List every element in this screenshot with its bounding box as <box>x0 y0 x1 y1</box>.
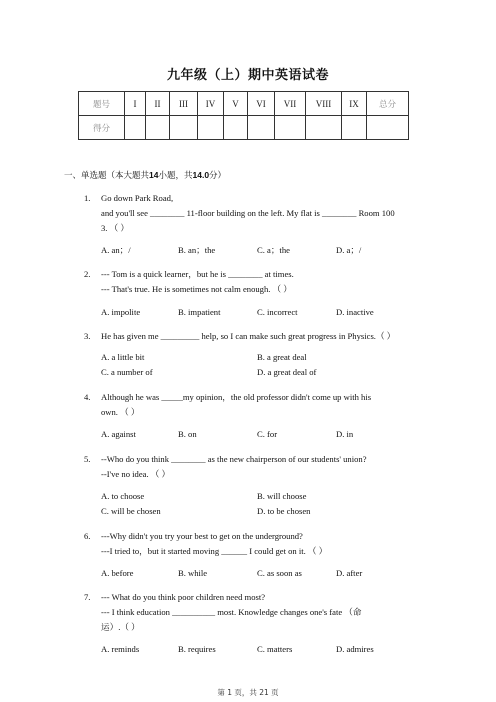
option-d[interactable]: D. inactive <box>336 307 374 317</box>
question-text: --- What do you think poor children need most? <box>101 592 266 602</box>
question-text: 3. （ ） <box>101 223 129 233</box>
score-cell <box>248 116 275 140</box>
score-cell <box>224 116 248 140</box>
option-c[interactable]: C. as soon as <box>257 568 302 578</box>
score-row-label: 得分 <box>79 116 125 140</box>
section-heading: 一、单选题（本大题共14小题，共14.0分） <box>64 170 227 181</box>
option-c[interactable]: C. will be chosen <box>101 506 161 516</box>
header-cell-3: III <box>170 92 198 116</box>
score-cell <box>275 116 306 140</box>
score-cell <box>125 116 146 140</box>
option-c[interactable]: C. for <box>257 429 278 439</box>
score-cell <box>198 116 224 140</box>
option-c[interactable]: C. a number of <box>101 367 153 377</box>
option-c[interactable]: C. matters <box>257 644 293 654</box>
section-points: 14.0 <box>192 170 210 180</box>
option-a[interactable]: A. reminds <box>101 644 140 654</box>
score-table-header-row <box>79 92 409 116</box>
option-b[interactable]: B. a great deal <box>257 352 307 362</box>
question-text: and you'll see ________ 11-floor building on the left. My flat is ________ Room 100 <box>101 208 395 218</box>
option-a[interactable]: A. against <box>101 429 136 439</box>
section-count: 14 <box>149 170 159 180</box>
header-cell-6: VI <box>248 92 275 116</box>
option-b[interactable]: B. while <box>178 568 208 578</box>
question-number: 4. <box>84 392 91 402</box>
question-text: --Who do you think ________ as the new chairperson of our students' union? <box>101 454 367 464</box>
question-text: 运）.（ ） <box>101 622 140 632</box>
option-d[interactable]: D. in <box>336 429 354 439</box>
option-d[interactable]: D. to be chosen <box>257 506 311 516</box>
header-cell-5: V <box>224 92 248 116</box>
score-cell <box>170 116 198 140</box>
question-text: --I've no idea. （ ） <box>101 469 171 479</box>
question-text: --- That's true. He is sometimes not calm enough. （ ） <box>101 284 292 294</box>
option-b[interactable]: B. on <box>178 429 197 439</box>
option-d[interactable]: D. after <box>336 568 363 578</box>
question-number: 3. <box>84 331 91 341</box>
question-text: --- I think education __________ most. Knowledge changes one's fate （命 <box>101 607 362 617</box>
header-cell-4: IV <box>198 92 224 116</box>
page-footer: 第 1 页，共 21 页 <box>217 688 279 697</box>
option-d[interactable]: D. a；/ <box>336 245 362 255</box>
question-text: ---I tried to，but it started moving ______ I could get on it. （ ） <box>101 546 328 556</box>
header-cell-question-no: 题号 <box>79 92 125 116</box>
question-text: Go down Park Road, <box>101 193 174 203</box>
question-text: ---Why didn't you try your best to get on the underground? <box>101 531 303 541</box>
option-a[interactable]: A. a little bit <box>101 352 145 362</box>
question-number: 7. <box>84 592 91 602</box>
header-cell-7: VII <box>275 92 306 116</box>
question-number: 1. <box>84 193 91 203</box>
score-cell <box>342 116 367 140</box>
question-number: 5. <box>84 454 91 464</box>
option-a[interactable]: A. before <box>101 568 134 578</box>
header-cell-8: VIII <box>306 92 342 116</box>
question-text: own. （ ） <box>101 407 140 417</box>
header-cell-9: IX <box>342 92 367 116</box>
option-b[interactable]: B. an；the <box>178 245 216 255</box>
question-text: Although he was _____my opinion，the old professor didn't come up with his <box>101 392 372 402</box>
option-c[interactable]: C. incorrect <box>257 307 298 317</box>
option-a[interactable]: A. impolite <box>101 307 141 317</box>
question-text: --- Tom is a quick learner，but he is ________ at times. <box>101 269 294 279</box>
score-table-score-row <box>79 116 409 140</box>
header-cell-1: I <box>125 92 146 116</box>
option-c[interactable]: C. a；the <box>257 245 290 255</box>
option-d[interactable]: D. a great deal of <box>257 367 317 377</box>
question-number: 6. <box>84 531 91 541</box>
header-cell-2: II <box>146 92 170 116</box>
score-cell <box>146 116 170 140</box>
question-number: 2. <box>84 269 91 279</box>
score-cell <box>306 116 342 140</box>
option-b[interactable]: B. impatient <box>178 307 221 317</box>
header-cell-total: 总分 <box>367 92 409 116</box>
score-cell <box>367 116 409 140</box>
option-d[interactable]: D. admires <box>336 644 374 654</box>
option-a[interactable]: A. an；/ <box>101 245 131 255</box>
option-b[interactable]: B. will choose <box>257 491 307 501</box>
option-b[interactable]: B. requires <box>178 644 216 654</box>
score-table <box>78 91 409 140</box>
question-text: He has given me _________ help, so I can make such great progress in Physics.（ ） <box>101 331 396 341</box>
option-a[interactable]: A. to choose <box>101 491 145 501</box>
page-title: 九年级（上）期中英语试卷 <box>166 68 329 83</box>
